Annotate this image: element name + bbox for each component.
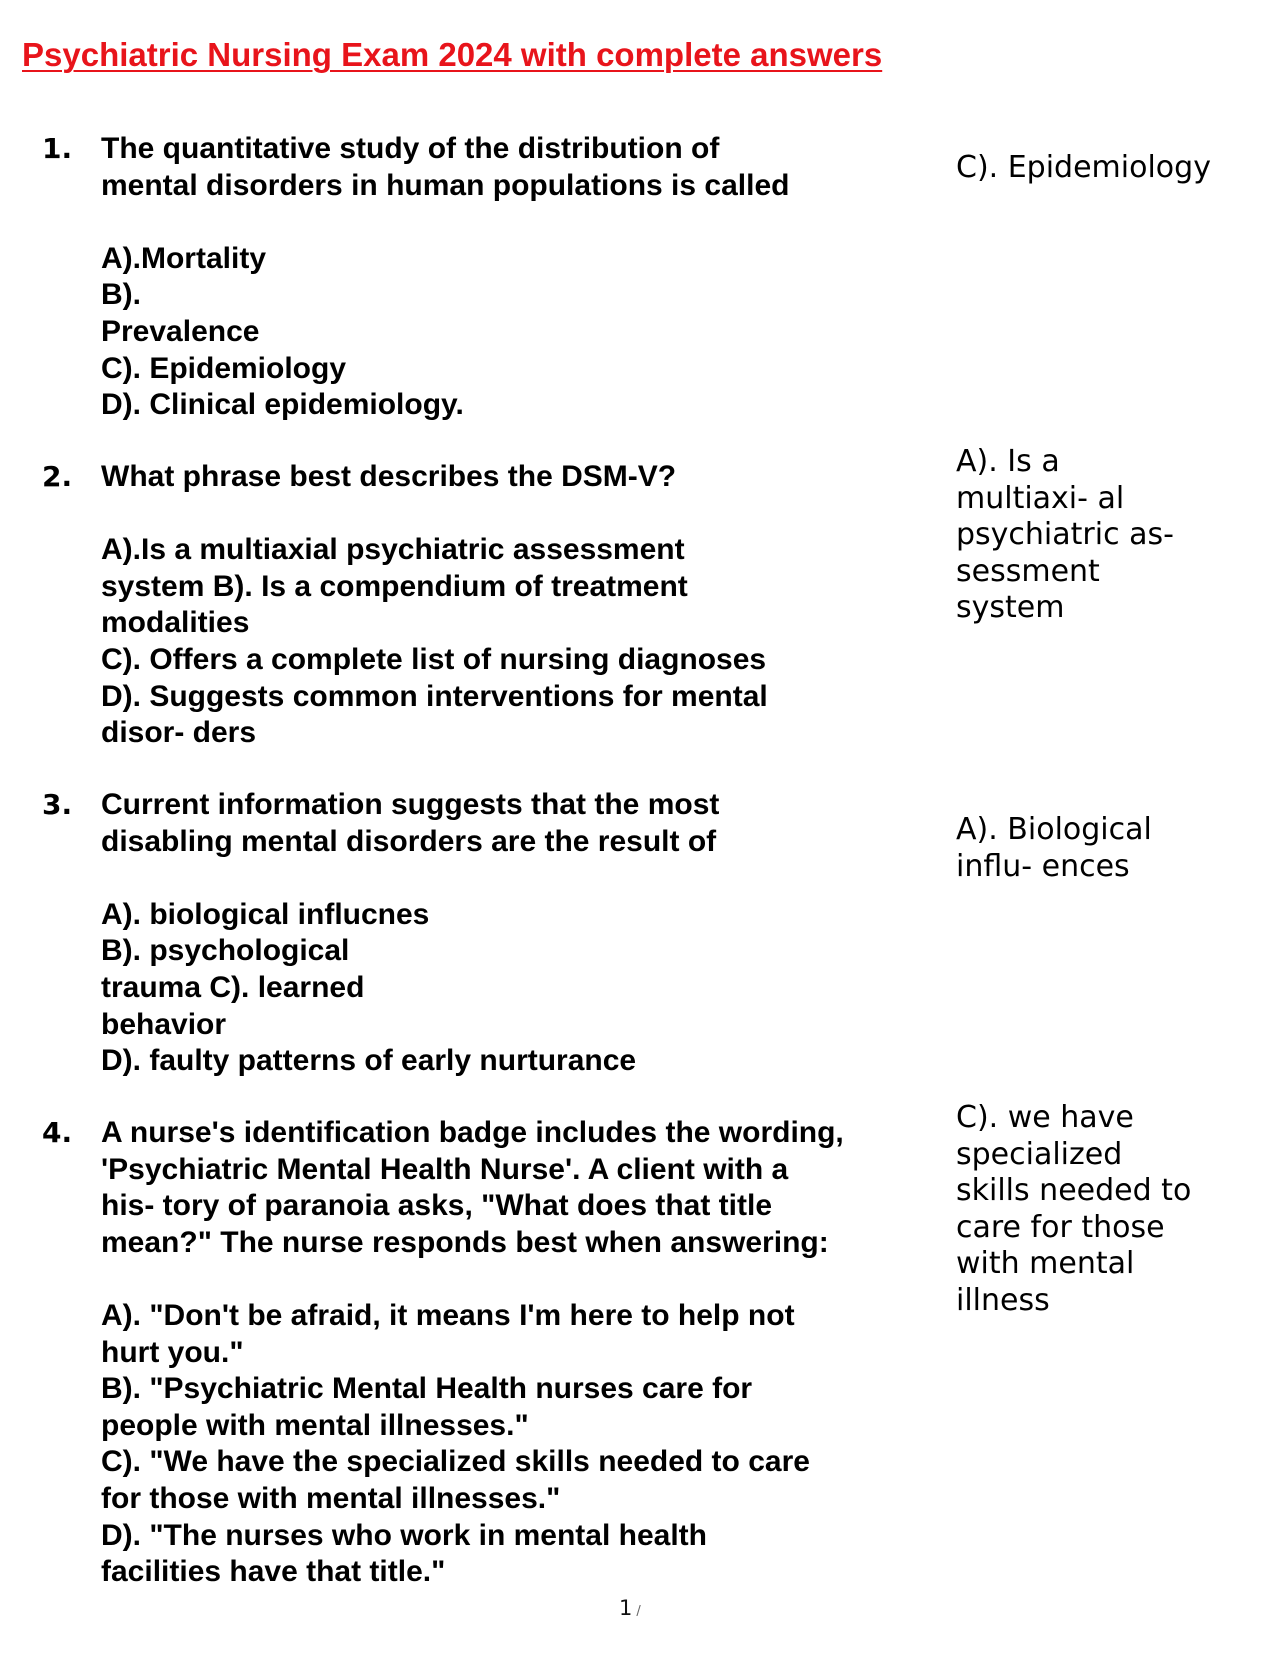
option-line: A). biological influcnes (101, 897, 430, 931)
question-line: mental disorders in human populations is called (101, 168, 790, 202)
question-text (101, 131, 941, 424)
option-line: C). Epidemiology (101, 351, 347, 385)
answer-line: psychiatric as- (956, 517, 1174, 553)
answer (956, 444, 1272, 627)
answer-line: system (956, 590, 1065, 626)
option-line: disor- ders (101, 716, 257, 750)
document-title: Psychiatric Nursing Exam 2024 with complete answers (22, 36, 883, 73)
question-text (101, 1115, 941, 1591)
answer-line: skills needed to (956, 1173, 1192, 1209)
option-line: A).Mortality (101, 241, 266, 275)
question-line: mean?" The nurse responds best when answering: (101, 1225, 829, 1259)
question-line (101, 1261, 941, 1298)
option-line: trauma C). learned (101, 970, 365, 1004)
option-line: people with mental illnesses." (101, 1408, 529, 1442)
question-number: 4. (42, 1116, 73, 1149)
question-number: 2. (42, 460, 73, 493)
page-number-value: 1 (619, 1596, 633, 1620)
option-line: behavior (101, 1007, 227, 1041)
question-line (101, 204, 941, 241)
question-line: The quantitative study of the distribution of (101, 132, 720, 165)
question-line: disabling mental disorders are the result of (101, 824, 717, 858)
question-line: Current information suggests that the most (101, 788, 720, 821)
option-line: system B). Is a compendium of treatment (101, 569, 688, 603)
option-line: A).Is a multiaxial psychiatric assessment (101, 533, 685, 567)
answer-line: with mental (956, 1246, 1135, 1282)
question-line: A nurse's identification badge includes the wording, (101, 1116, 844, 1149)
option-line: B). (101, 278, 141, 312)
option-line: hurt you." (101, 1335, 244, 1369)
answer-line: sessment (956, 553, 1100, 589)
page-number (619, 1595, 641, 1625)
answer-line: C). we have (956, 1100, 1134, 1135)
answer-line: A). Biological (956, 812, 1152, 847)
answer-line: multiaxi- al (956, 480, 1125, 516)
answer-line: care for those (956, 1209, 1165, 1245)
answer (956, 1100, 1272, 1320)
answer (956, 150, 1272, 187)
answer (956, 812, 1272, 885)
answer-line: illness (956, 1282, 1050, 1318)
question-text (101, 787, 941, 1080)
option-line: D). "The nurses who work in mental health (101, 1518, 707, 1552)
option-line: B). "Psychiatric Mental Health nurses care for (101, 1372, 753, 1406)
question-number: 1. (42, 132, 73, 165)
answer-line: specialized (956, 1136, 1123, 1172)
option-line: for those with mental illnesses." (101, 1481, 561, 1515)
answer-line: influ- ences (956, 848, 1130, 884)
option-line: Prevalence (101, 314, 260, 348)
option-line: C). "We have the specialized skills needed to care (101, 1445, 810, 1479)
answer-line: A). Is a (956, 444, 1060, 479)
question-line: What phrase best describes the DSM-V? (101, 460, 677, 493)
question-line: 'Psychiatric Mental Health Nurse'. A client with a (101, 1152, 789, 1186)
option-line: modalities (101, 606, 250, 640)
question-number: 3. (42, 788, 73, 821)
question-line (101, 496, 941, 533)
option-line: D). faulty patterns of early nurturance (101, 1044, 637, 1078)
answer-line: C). Epidemiology (956, 150, 1211, 185)
option-line: C). Offers a complete list of nursing diagnoses (101, 642, 767, 676)
option-line: B). psychological (101, 934, 350, 968)
page-number-separator: / (636, 1604, 641, 1619)
question-text (101, 459, 941, 752)
option-line: facilities have that title." (101, 1555, 446, 1589)
option-line: D). Suggests common interventions for mental (101, 679, 768, 713)
question-line: his- tory of paranoia asks, "What does that title (101, 1189, 773, 1223)
question-line (101, 860, 941, 897)
option-line: A). "Don't be afraid, it means I'm here to help not (101, 1298, 795, 1332)
option-line: D). Clinical epidemiology. (101, 388, 464, 422)
